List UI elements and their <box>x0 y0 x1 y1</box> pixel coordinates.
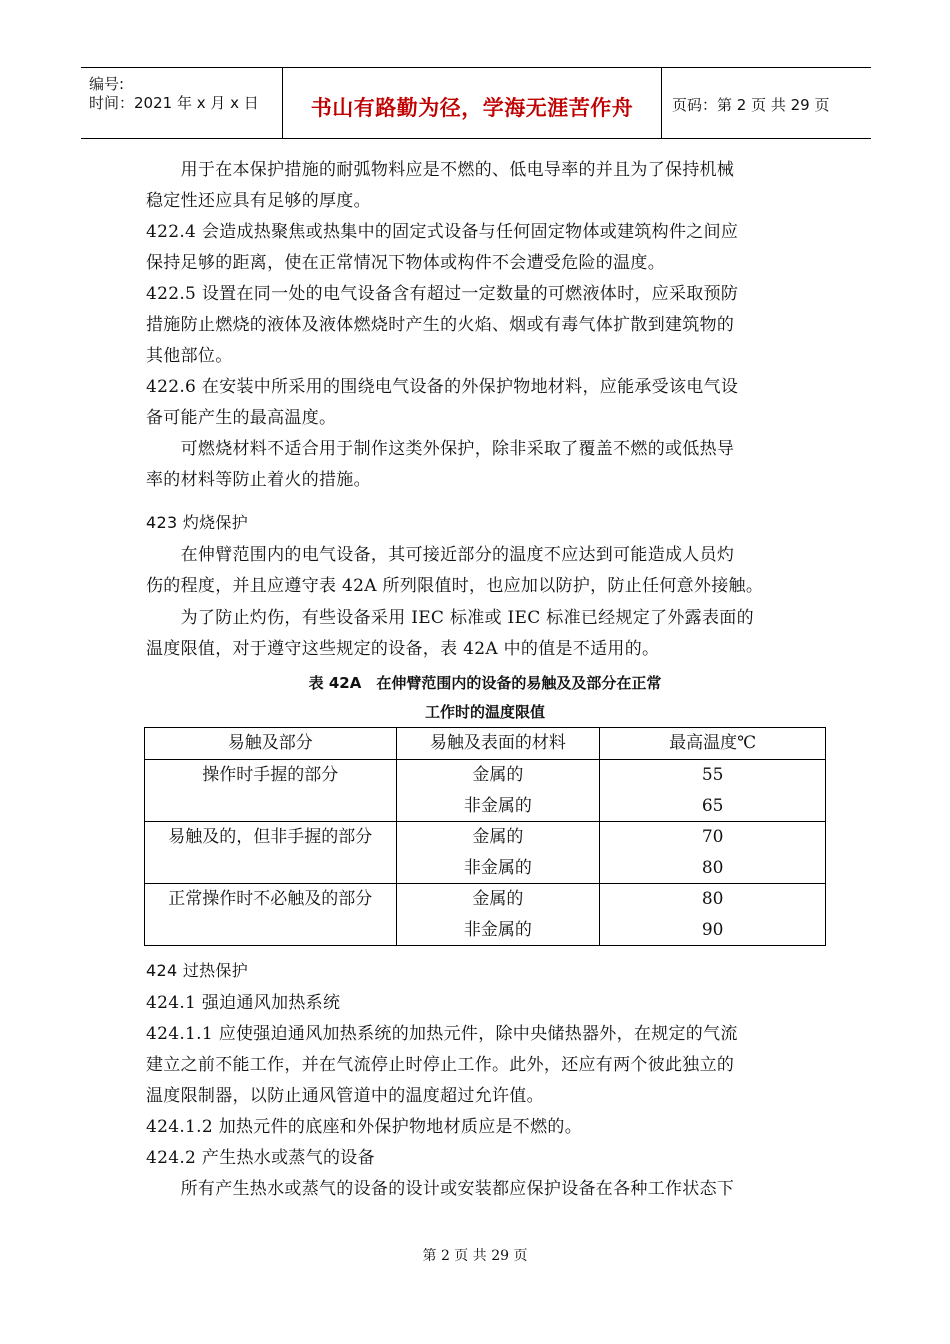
table-cell-material <box>396 884 600 946</box>
material-label: 金属的 <box>472 889 524 909</box>
paragraph-line: 在伸臂范围内的电气设备，其可接近部分的温度不应达到可能造成人员灼 <box>146 545 735 565</box>
page-footer: 第 2 页 共 29 页 <box>422 1248 528 1264</box>
paragraph-line: 率的材料等防止着火的措施。 <box>146 470 371 490</box>
paragraph-line: 建立之前不能工作，并在气流停止时停止工作。此外，还应有两个彼此独立的 <box>146 1055 735 1075</box>
document-number-label: 编号: <box>89 75 125 93</box>
part-label: 操作时手握的部分 <box>202 765 339 785</box>
paragraph-line: 所有产生热水或蒸气的设备的设计或安装都应保护设备在各种工作状态下 <box>146 1179 735 1199</box>
part-label: 易触及的，但非手握的部分 <box>168 827 373 847</box>
material-label: 金属的 <box>472 765 524 785</box>
table-header-cell: 易触及表面的材料 <box>396 728 600 760</box>
table-header-cell: 易触及部分 <box>145 728 397 760</box>
material-label: 金属的 <box>472 827 524 847</box>
paragraph-line: 422.5 设置在同一处的电气设备含有超过一定数量的可燃液体时，应采取预防 <box>146 284 739 304</box>
table-row <box>145 760 826 822</box>
paragraph-line: 伤的程度，并且应遵守表 42A 所列限值时，也应加以防护，防止任何意外接触。 <box>146 576 764 596</box>
paragraph-line: 424.1.2 加热元件的底座和外保护物地材质应是不燃的。 <box>146 1117 582 1137</box>
temperature-value: 55 <box>701 765 724 785</box>
header-page-info: 页码：第 2 页 共 29 页 <box>672 96 830 114</box>
paragraph-line: 用于在本保护措施的耐弧物料应是不燃的、低电导率的并且为了保持机械 <box>146 160 735 180</box>
section-heading-424: 424 过热保护 <box>146 961 249 980</box>
paragraph-line: 424.2 产生热水或蒸气的设备 <box>146 1148 375 1168</box>
table-header-row <box>145 728 826 760</box>
table-cell-part <box>145 884 397 946</box>
table-cell-temp <box>600 760 826 822</box>
header-motto: 书山有路勤为径，学海无涯苦作舟 <box>310 96 634 120</box>
section-heading-423: 423 灼烧保护 <box>146 513 249 532</box>
temperature-limit-table <box>144 727 826 946</box>
paragraph-line: 424.1 强迫通风加热系统 <box>146 993 341 1013</box>
paragraph-line: 温度限值，对于遵守这些规定的设备，表 42A 中的值是不适用的。 <box>146 639 660 659</box>
material-label: 非金属的 <box>463 795 532 816</box>
temperature-value: 90 <box>701 919 724 940</box>
table-header-cell: 最高温度℃ <box>600 728 826 760</box>
temperature-value: 80 <box>701 857 724 878</box>
table-row <box>145 822 826 884</box>
document-date: 时间：2021 年 x 月 x 日 <box>89 94 259 112</box>
table-caption-continued: 工作时的温度限值 <box>424 703 545 721</box>
table-cell-temp <box>600 884 826 946</box>
paragraph-line: 其他部位。 <box>146 346 233 366</box>
paragraph-line: 为了防止灼伤，有些设备采用 IEC 标准或 IEC 标准已经规定了外露表面的 <box>146 608 754 628</box>
paragraph-line: 422.6 在安装中所采用的围绕电气设备的外保护物地材料，应能承受该电气设 <box>146 377 739 397</box>
temperature-value: 70 <box>701 827 724 847</box>
table-cell-material <box>396 760 600 822</box>
temperature-value: 80 <box>701 889 724 909</box>
temperature-value: 65 <box>701 795 724 816</box>
paragraph-line: 可燃烧材料不适合用于制作这类外保护，除非采取了覆盖不燃的或低热导 <box>146 439 735 459</box>
paragraph-line: 422.4 会造成热聚焦或热集中的固定式设备与任何固定物体或建筑构件之间应 <box>146 222 739 242</box>
table-cell-part <box>145 760 397 822</box>
part-label: 正常操作时不必触及的部分 <box>168 889 373 909</box>
table-cell-part <box>145 822 397 884</box>
table-caption: 表 42A 在伸臂范围内的设备的易触及及部分在正常 <box>308 674 662 692</box>
header-meta-cell <box>81 68 283 138</box>
table-row <box>145 884 826 946</box>
table-cell-temp <box>600 822 826 884</box>
header-page-cell <box>662 68 871 138</box>
paragraph-line: 424.1.1 应使强迫通风加热系统的加热元件，除中央储热器外，在规定的气流 <box>146 1024 738 1044</box>
page-header <box>81 67 871 139</box>
material-label: 非金属的 <box>463 919 532 940</box>
header-motto-cell <box>283 68 662 138</box>
paragraph-line: 温度限制器，以防止通风管道中的温度超过允许值。 <box>146 1086 544 1106</box>
paragraph-line: 措施防止燃烧的液体及液体燃烧时产生的火焰、烟或有毒气体扩散到建筑物的 <box>146 315 735 335</box>
table-cell-material <box>396 822 600 884</box>
paragraph-line: 保持足够的距离，使在正常情况下物体或构件不会遭受危险的温度。 <box>146 253 665 273</box>
paragraph-line: 备可能产生的最高温度。 <box>146 408 337 428</box>
paragraph-line: 稳定性还应具有足够的厚度。 <box>146 191 371 211</box>
material-label: 非金属的 <box>463 857 532 878</box>
